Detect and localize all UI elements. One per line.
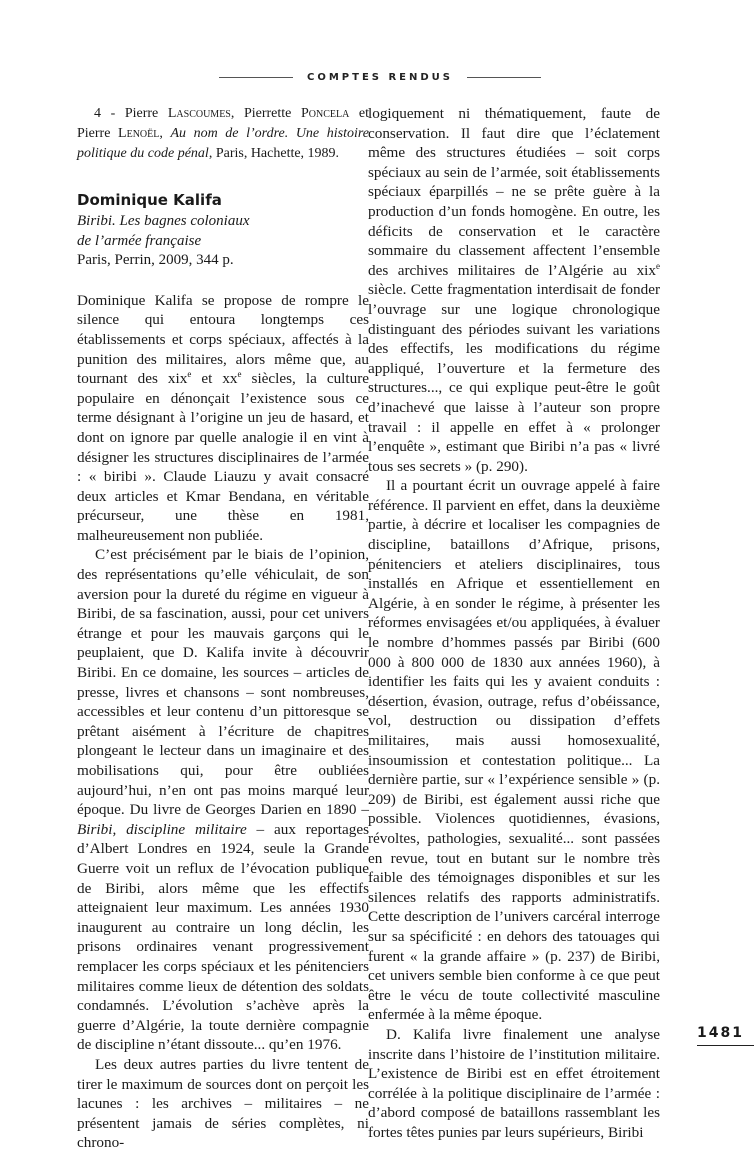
- superscript: e: [237, 369, 242, 380]
- section-title: COMPTES RENDUS: [307, 72, 453, 83]
- review-publication: Paris, Perrin, 2009, 344 p.: [77, 252, 234, 269]
- paragraph: D. Kalifa livre finalement une analyse inscrite dans l’histoire de l’institution militaire. L’existence de Biribi est en effet étroitement corrélée à la politique disciplinaire de l’armée : d’abord composé de bataillons rassemblant les fortes têtes punies par leurs supérieurs, Biribi: [368, 1025, 660, 1141]
- paragraph-text: logiquement ni thématiquement, faute de conservation. Il faut dire que l’éclatement même des structures étudiées – soit corps spéciaux au sein de l’armée, soit établissements spéciaux éparpillés – ne se prête guère à la production d’un fonds homogène. En outre, les déficits de conservation et le caractère sommaire du classement affectent l’ensemble des archives militaires de l’Algérie au xix: [368, 105, 660, 279]
- paragraph: Les deux autres parties du livre tentent de tirer le maximum de sources dont on perçoit les lacunes : les archives – militaires – ne présentent jamais de séries complètes, ni chrono-: [77, 1055, 369, 1152]
- paragraph-text: Dominique Kalifa se propose de rompre le silence qui entoura longtemps ces établissements et corps spéciaux, affectés à la punition des militaires, alors même que, au tournant des xix: [77, 291, 369, 388]
- footnote: 4 - Pierre Lascoumes, Pierrette Poncela et Pierre Lenoël, Au nom de l’ordre. Une histoire politique du code pénal, Paris, Hachette, 1989.: [77, 106, 369, 161]
- footnote-book-title: Au nom de l’ordre. Une histoire politique du code pénal: [77, 125, 369, 161]
- footnote-text: , Pierrette: [230, 106, 301, 121]
- review-title-line1: Biribi. Les bagnes coloniaux: [77, 212, 250, 229]
- paragraph-text: – aux reportages d’Albert Londres en 1924, seule la Grande Guerre voit un reflux de l’évocation publique de Biribi, alors même que les effectifs atteignaient leur maximum. Les années 1930 inaugurent au contraire un long déclin, les prisons ordinaires venant progressivement remplacer les corps spéciaux et les pénitenciers militaires comme lieux de détention des soldats condamnés. L’évolution s’achève après la guerre d’Algérie, la toute dernière compagnie de discipline n’étant dissoute... qu’en 1976.: [77, 820, 369, 1054]
- paragraph-text: siècles, la culture populaire en dénonçait l’existence sous ce terme désignant à l’origine un jeu de hasard, et dont on ignore par quelle analogie il en vint à désigner les structures disciplinaires de l’armée : « biribi ». Claude Liauzu y avait consacré deux articles et Kmar Bendana, en véritable précurseur, une thèse en 1981, malheureusement non publiée.: [77, 370, 370, 544]
- footnote-author: Lenoël: [118, 125, 160, 141]
- footnote-text: et Pierre: [77, 106, 369, 141]
- header-rule-right: [467, 77, 541, 78]
- header-rule-left: [219, 77, 293, 78]
- book-title: Biribi, discipline militaire: [77, 820, 247, 838]
- page-number: 1481: [697, 1025, 754, 1046]
- footnote-number: 4: [94, 106, 101, 121]
- footnote-author: Poncela: [300, 106, 350, 121]
- review-header: [77, 191, 369, 270]
- footnote-publication: , Paris, Hachette, 1989.: [208, 145, 340, 161]
- left-column: [77, 104, 369, 1153]
- paragraph: [77, 291, 369, 546]
- footnote-text: Pierre: [124, 106, 168, 121]
- paragraph-text: C’est précisément par le biais de l’opinion, des représentations qu’elle véhiculait, de son aversion pour la dureté du régime en vigueur à Biribi, de sa fascination, aussi, pour cet univers étrange et pour les mauvais garçons qui le peuplaient, que D. Kalifa invite à découvrir Biribi. En ce domaine, les sources – articles de presse, livres et chansons – sont nombreuses, accessibles et leur contenu d’un pittoresque se prêtant aisément à l’écriture de chapitres plongeant le lecteur dans un imaginaire et des mobilisations qui, pour être oubliées aujourd’hui, n’en ont pas moins marqué leur époque. Du livre de Georges Darien en 1890 –: [77, 546, 369, 819]
- review-title-line2: de l’armée française: [77, 232, 202, 249]
- superscript: e: [656, 260, 660, 271]
- footnote-text: ,: [159, 125, 171, 141]
- paragraph: Il a pourtant écrit un ouvrage appelé à faire référence. Il parvient en effet, dans la deuxième partie, à décrire et localiser les compagnies de discipline, bataillons d’Afrique, prisons, pénitenciers et ateliers disciplinaires, tous installés en Afrique et essentiellement en Algérie, à en sonder le régime, à présenter les réformes envisagées et/ou appliquées, à évaluer le nombre d’hommes passés par Biribi (600 000 à 800 000 de 1830 aux années 1960), à identifier les faits qui les y avaient conduits : désertion, évasion, outrage, refus d’obéissance, vol, destruction ou dissipation d’effets militaires, mais aussi homosexualité, insoumission et contestation politique... La dernière partie, sur « l’expérience sensible » (p. 209) de Biribi, est également aussi riche que possible. Violences quotidiennes, évasions, révoltes, pathologies, sexualité... sont passées en revue, tout en butant sur le nombre très faible des témoignages disponibles et sur les silences relatifs des rapports administratifs. Cette description de l’univers carcéral interroge sur sa spécificité : en dehors des tatouages qui furent « la grande affaire » (p. 237) de Biribi, cet univers semble bien conforme à ce que peut être le vécu de toute collectivité masculine enfermée à la même époque.: [368, 477, 660, 1024]
- paragraph: [77, 545, 369, 1054]
- paragraph-text: siècle. Cette fragmentation interdisait de fonder l’ouvrage sur une logique chronologique distinguant des périodes suivant les variations des effectifs, les modifications du régime appliqué, l’ouverture et la fermeture des structures..., ce qui explique peut-être le goût d’inachevé que laisse à l’auteur son propre travail : il appelle en effet à « prolonger l’enquête », estimant que Biribi n’a pas « livré tous ses secrets » (p. 290).: [368, 281, 660, 475]
- running-head: [190, 72, 570, 83]
- footnote-author: Lascoumes: [167, 106, 231, 121]
- review-author: Dominique Kalifa: [77, 191, 222, 210]
- paragraph-text: et xx: [191, 370, 238, 388]
- right-column: [368, 104, 660, 1142]
- paragraph: [368, 104, 660, 476]
- superscript: e: [187, 369, 192, 380]
